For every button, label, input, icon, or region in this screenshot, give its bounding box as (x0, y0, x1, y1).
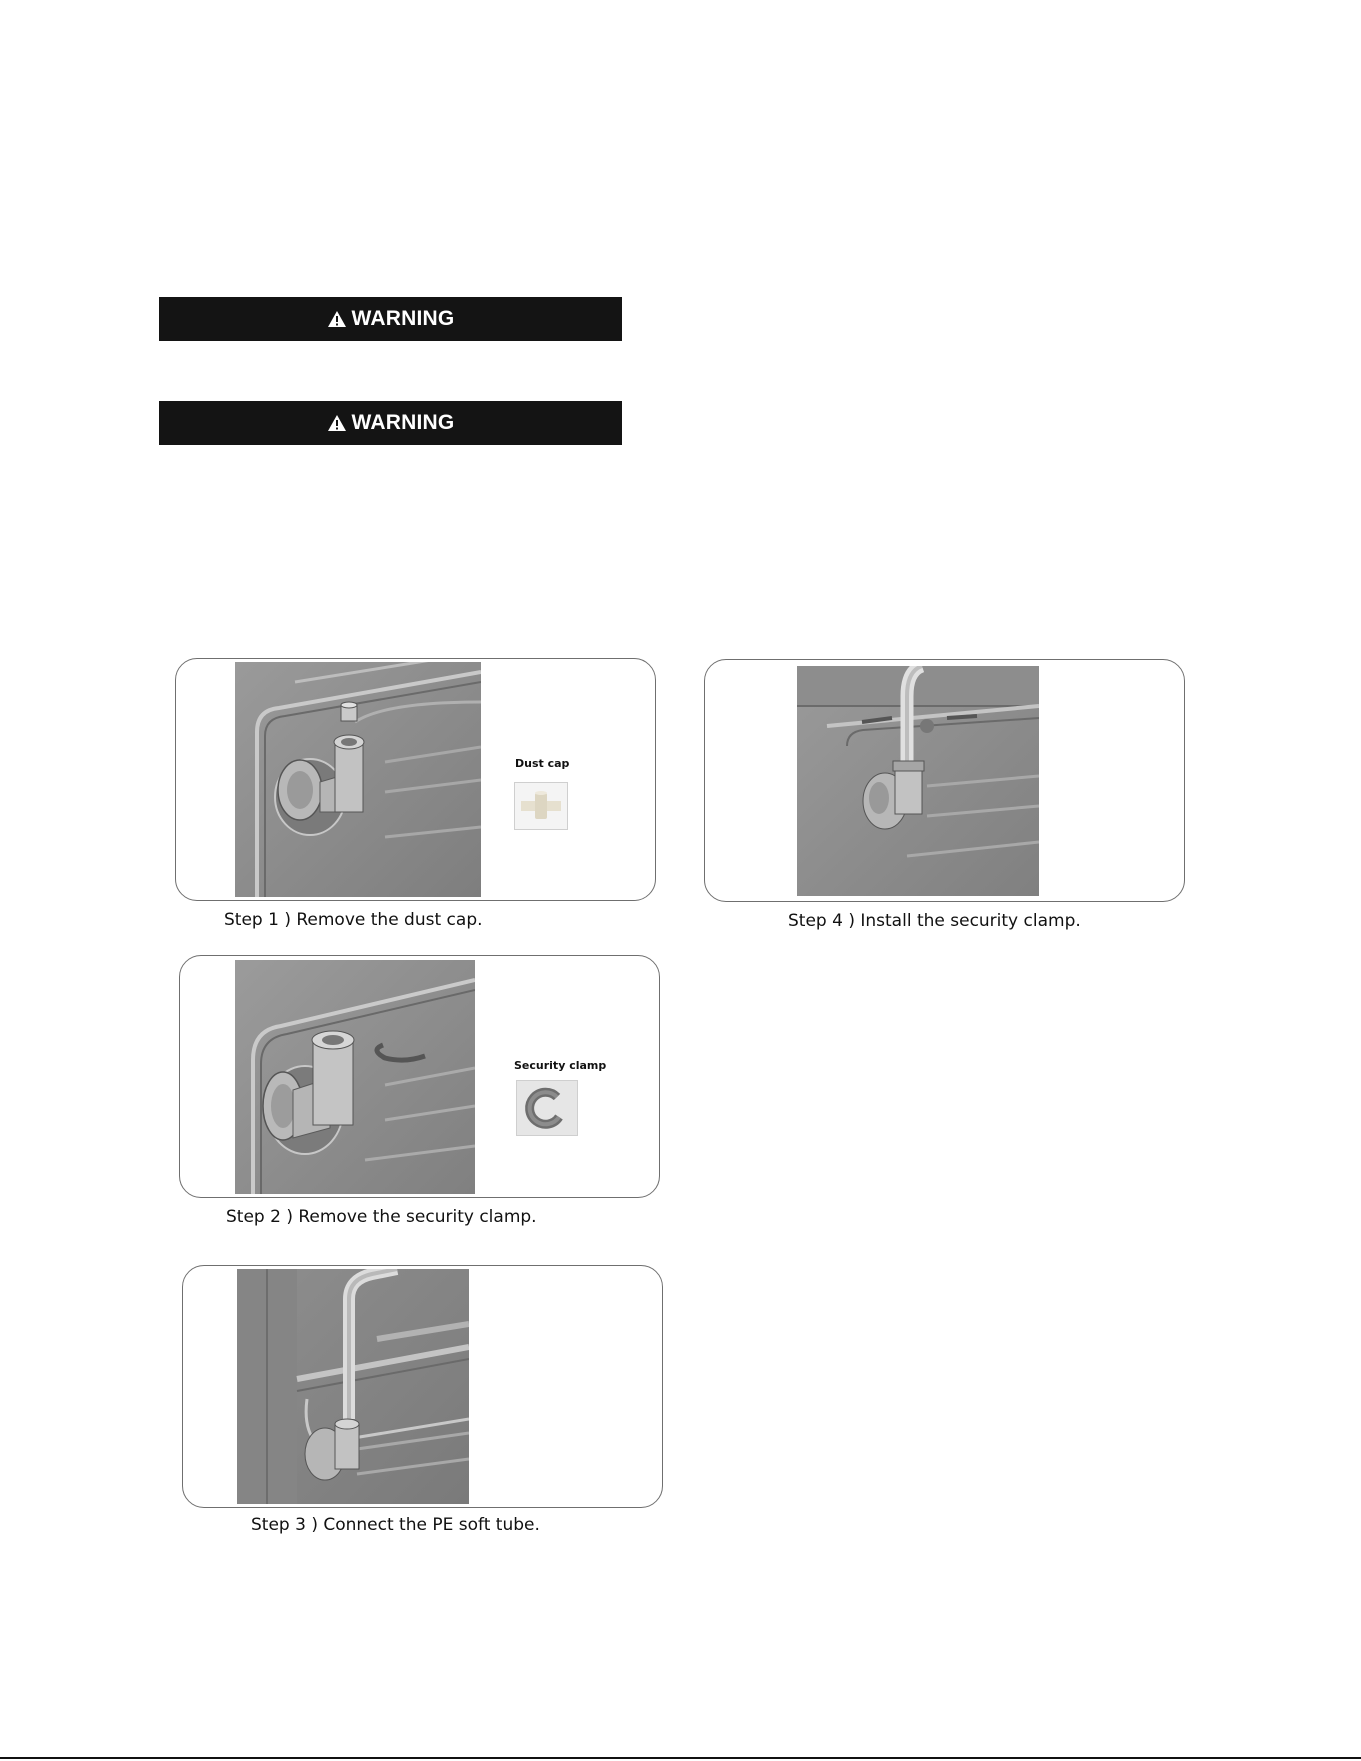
security-clamp-label: Security clamp (514, 1059, 607, 1072)
step-1-panel (175, 658, 656, 901)
dust-cap-image (514, 782, 568, 830)
footer-rule (0, 1757, 1361, 1759)
step-2-illustration (235, 960, 475, 1194)
warning-banner (159, 297, 622, 341)
security-clamp-image (516, 1080, 578, 1136)
step-1-caption: Step 1 ) Remove the dust cap. (224, 910, 483, 930)
warning-triangle-icon (327, 414, 347, 432)
step-2-panel (179, 955, 660, 1198)
warning-label: WARNING (351, 411, 455, 434)
warning-banner (159, 401, 622, 445)
step-3-illustration (237, 1269, 469, 1504)
warning-triangle-icon (327, 310, 347, 328)
step-1-illustration (235, 662, 481, 897)
dust-cap-label: Dust cap (515, 757, 570, 770)
step-4-illustration (797, 666, 1039, 896)
step-3-panel (182, 1265, 663, 1508)
step-2-caption: Step 2 ) Remove the security clamp. (226, 1207, 537, 1227)
warning-label: WARNING (351, 307, 455, 330)
step-4-panel (704, 659, 1185, 902)
step-4-caption: Step 4 ) Install the security clamp. (788, 911, 1081, 931)
step-3-caption: Step 3 ) Connect the PE soft tube. (251, 1515, 540, 1535)
